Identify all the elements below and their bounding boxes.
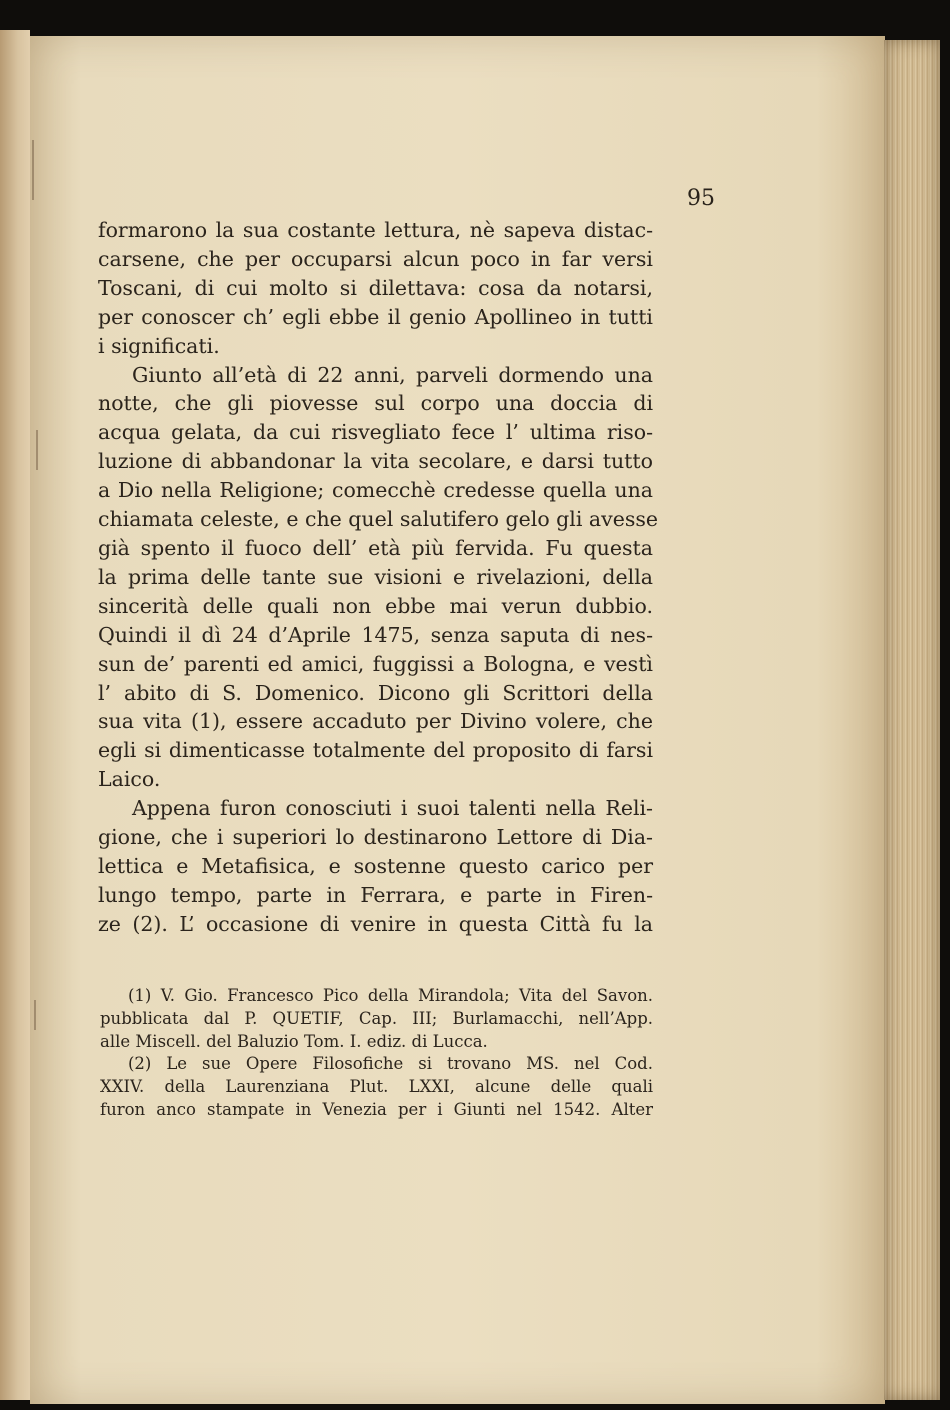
text-line: ze (2). L’ occasione di venire in questa Città fu la: [98, 911, 653, 936]
book-fore-edge: [884, 40, 940, 1400]
text-line: egli si dimenticasse totalmente del proposito di farsi: [98, 738, 653, 763]
footnotes: [100, 985, 653, 1122]
text-line: formarono la sua costante lettura, nè sapeva distac-: [98, 218, 653, 242]
margin-stain: [34, 1000, 36, 1030]
text-line: sincerità delle quali non ebbe mai verun dubbio.: [98, 593, 653, 618]
text-line: notte, che gli piovesse sul corpo una doccia di: [98, 391, 653, 416]
footnote-line: pubblicata dal P. QUETIF, Cap. III; Burlamacchi, nell’App.: [100, 1008, 653, 1028]
text-line: la prima delle tante sue visioni e rivelazioni, della: [98, 564, 653, 589]
text-line: chiamata celeste, e che quel salutifero gelo gli avesse: [98, 507, 659, 532]
text-line: carsene, che per occuparsi alcun poco in far versi: [98, 246, 653, 271]
text-line: Appena furon conosciuti i suoi talenti nella Reli-: [132, 796, 653, 821]
text-line: gione, che i superiori lo destinarono Lettore di Dia-: [98, 825, 653, 850]
margin-stain: [36, 430, 38, 470]
footnote-line: XXIV. della Laurenziana Plut. LXXI, alcune delle quali: [100, 1077, 653, 1097]
text-line: per conoscer ch’ egli ebbe il genio Apollineo in tutti: [98, 304, 653, 329]
footnote-line: (1) V. Gio. Francesco Pico della Mirandola; Vita del Savon.: [128, 986, 653, 1005]
text-line: Laico.: [98, 767, 161, 792]
footnote-line: (2) Le sue Opere Filosofiche si trovano MS. nel Cod.: [128, 1054, 653, 1074]
text-line: già spento il fuoco dell’ età più fervida. Fu questa: [98, 535, 653, 560]
body-text: [98, 216, 659, 939]
text-line: i significati.: [98, 333, 220, 358]
text-line: Toscani, di cui molto si dilettava: cosa da notarsi,: [98, 275, 653, 300]
text-line: a Dio nella Religione; comecchè credesse quella una: [98, 478, 653, 503]
text-line: sun de’ parenti ed amici, fuggissi a Bologna, e vestì: [98, 651, 653, 676]
text-line: Giunto all’età di 22 anni, parveli dormendo una: [132, 362, 653, 387]
page-number: 95: [687, 186, 715, 211]
text-line: Quindi il dì 24 d’Aprile 1475, senza saputa di nes-: [98, 622, 653, 647]
text-line: lettica e Metafisica, e sostenne questo carico per: [98, 853, 653, 878]
text-line: sua vita (1), essere accaduto per Divino volere, che: [98, 709, 653, 734]
text-line: lungo tempo, parte in Ferrara, e parte in Firen-: [98, 882, 653, 907]
footnote-line: furon anco stampate in Venezia per i Giunti nel 1542. Alter: [100, 1099, 653, 1119]
text-line: luzione di abbandonar la vita secolare, e darsi tutto: [98, 449, 653, 474]
facing-page-edge: [0, 30, 30, 1400]
text-line: acqua gelata, da cui risvegliato fece l’ ultima riso-: [98, 420, 653, 445]
margin-stain: [32, 140, 34, 200]
footnote-line: alle Miscell. del Baluzio Tom. I. ediz. di Lucca.: [100, 1031, 488, 1051]
text-line: l’ abito di S. Domenico. Dicono gli Scrittori della: [98, 680, 653, 705]
